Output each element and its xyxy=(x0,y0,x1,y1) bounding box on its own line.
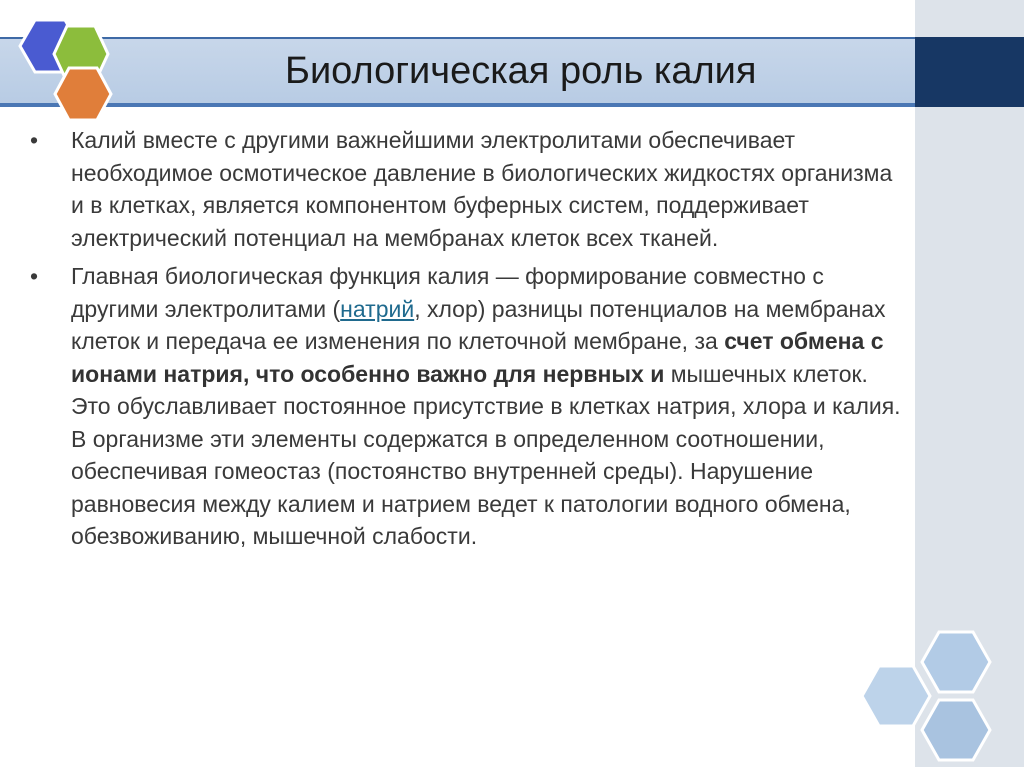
bullet-item-1 xyxy=(30,124,910,254)
bullet-text-1: Калий вместе с другими важнейшими электролитами обеспечивает необходимое осмотическое давление в биологических жидкостях организма и в клетках, является компонентом буферных систем, поддерживает электрический потенциал на мембранах клеток всех тканей. xyxy=(71,127,893,251)
hexagon-orange-icon xyxy=(55,68,111,120)
bullet-text-2-part3: мышечных клеток. Это обуславливает постоянное присутствие в клетках натрия, хлора и калия. В организме эти элементы содержатся в определенном соотношении, обеспечивая гомеостаз (постоянство внутренней среды). Нарушение равновесия между калием и натрием ведет к патологии водного обмена, обезвоживанию, мышечной слабости. xyxy=(71,360,901,549)
bullet-text-2-part2: , хлор) разницы потенциалов на мембранах клеток и передача ее изменения по клеточной мембране, за xyxy=(71,295,886,354)
bullet-marker: • xyxy=(30,127,39,153)
bullet-item-2 xyxy=(30,260,910,553)
slide-body xyxy=(30,124,910,559)
bullet-text-2-bold: счет обмена с ионами натрия, что особенно важно для нервных и xyxy=(71,328,884,387)
slide-title: Биологическая роль калия xyxy=(285,50,757,92)
sodium-link[interactable]: натрий xyxy=(340,295,415,322)
bullet-text-2-part1: Главная биологическая функция калия — формирование совместно с другими электролитами ( xyxy=(71,263,824,322)
bullet-marker: • xyxy=(30,263,39,289)
hexagon-light-left-icon xyxy=(862,666,930,726)
hexagon-light-top-icon xyxy=(922,632,990,692)
hexagon-light-bottom-icon xyxy=(922,700,990,760)
